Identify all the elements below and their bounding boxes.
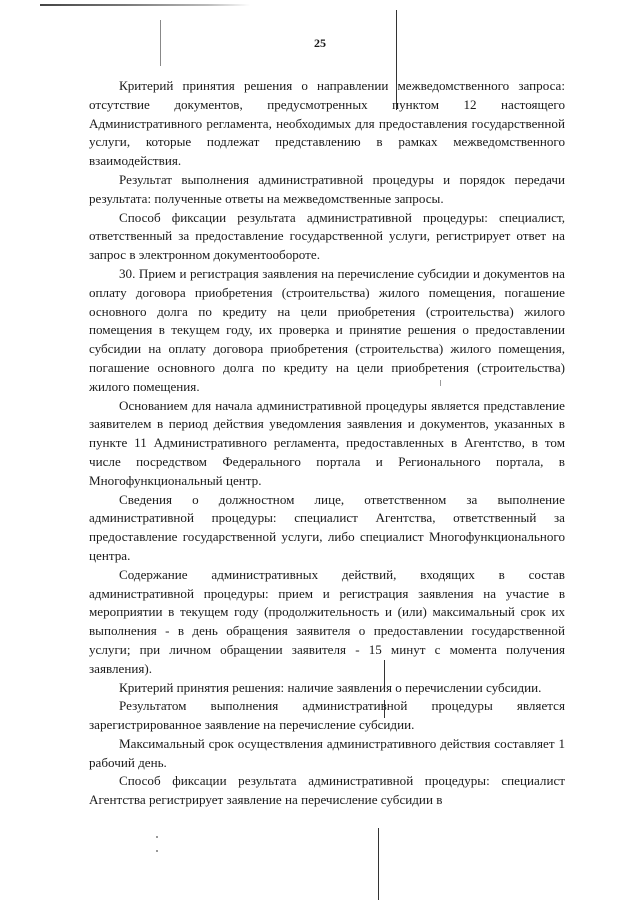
paragraph-fixation-method-final: Способ фиксации результата административной процедуры: специалист Агентства регистрирует заявление на перечисление субсидии в — [89, 773, 565, 808]
scan-speck — [156, 836, 158, 838]
paragraph-basis-for-procedure: Основанием для начала административной процедуры является представление заявителем в период действия уведомления заявления и документов, указанных в пункте 11 Административного регламента, предоставленных в Агентство, в том числе посредством Федерального портала и Регионального портала, в Многофункциональный центр. — [89, 397, 565, 488]
paragraph-decision-criterion: Критерий принятия решения: наличие заявления о перечислении субсидии. — [119, 679, 542, 695]
paragraph-criterion-interagency-request: Критерий принятия решения о направлении межведомственного запроса: отсутствие документов, предусмотренных пунктом 12 настоящего Административного регламента, необходимых для предоставления государственной услуги, которые подлежат представлению в рамках межведомственного взаимодействия. — [89, 78, 565, 169]
scan-artifact-bottom-line — [378, 828, 379, 900]
paragraph-fixation-method: Способ фиксации результата административной процедуры: специалист, ответственный за предоставление государственной услуги, регистрирует ответ на запрос в электронном документообороте. — [89, 209, 565, 263]
paragraph-procedure-content: Содержание административных действий, входящих в состав административной процедуры: прием и регистрация заявления на участие в мероприятии в текущем году (продолжительность и (или) максимальный срок их выполнения - в день обращения заявителя о предоставлении государственной услуги; при личном обращении заявителя - 15 минут с момента получения заявления). — [89, 566, 565, 676]
scan-artifact-top-edge — [40, 4, 250, 6]
scan-speck — [156, 850, 158, 852]
scan-artifact-line — [160, 20, 161, 66]
document-body — [89, 77, 565, 810]
paragraph-max-duration: Максимальный срок осуществления административного действия составляет 1 рабочий день. — [89, 735, 565, 770]
page-number: 25 — [314, 36, 326, 50]
paragraph-result-procedure: Результат выполнения административной процедуры и порядок передачи результата: полученные ответы на межведомственные запросы. — [89, 171, 565, 206]
paragraph-section-30: 30. Прием и регистрация заявления на перечисление субсидии и документов на оплату договора приобретения (строительства) жилого помещения, погашение основного долга по кредиту на цели приобретения (строительства) жилого помещения в текущем году, их проверка и принятие решения о предоставлении субсидии на оплату договора приобретения (строительства) жилого помещения, погашение основного долга по кредиту на цели приобретения (строительства) жилого помещения. — [89, 265, 565, 394]
paragraph-procedure-result: Результатом выполнения административной процедуры является зарегистрированное заявление на перечисление субсидии. — [89, 698, 565, 733]
paragraph-responsible-official: Сведения о должностном лице, ответственном за выполнение административной процедуры: специалист Агентства, ответственный за предоставление государственной услуги, либо специалист Многофункционального центра. — [89, 491, 565, 563]
